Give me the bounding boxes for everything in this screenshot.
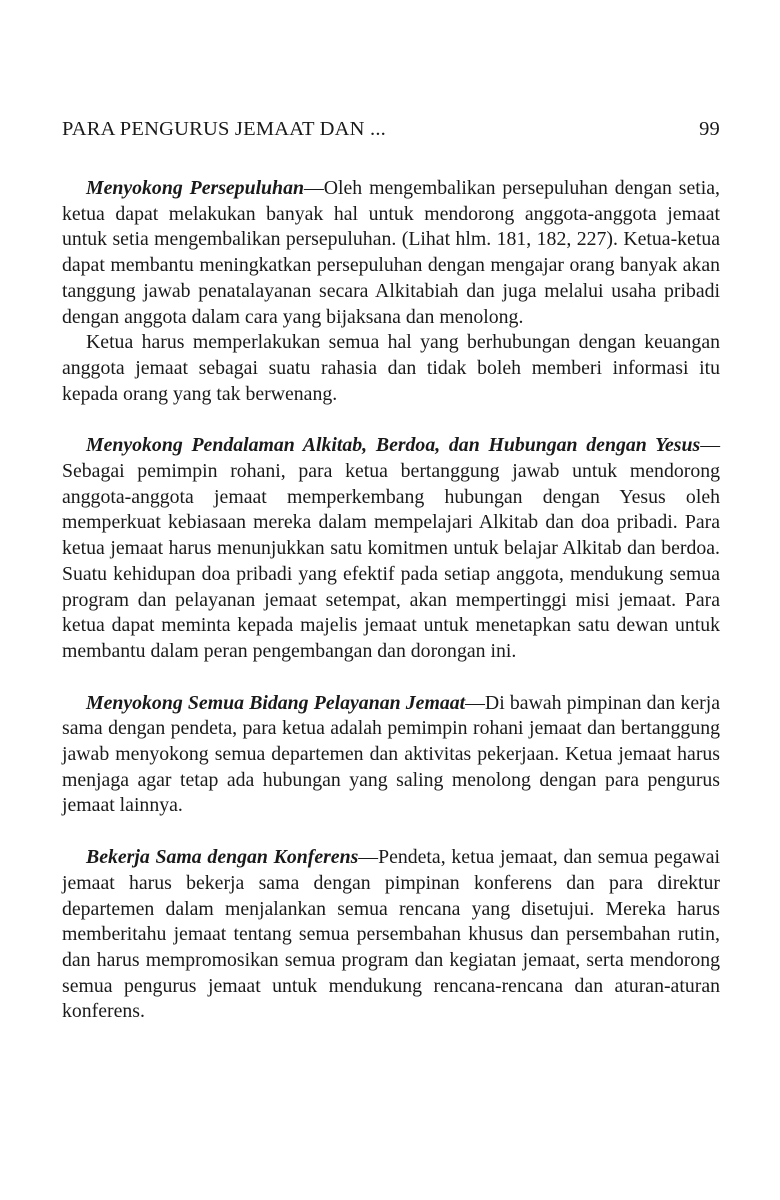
book-page: [62, 0, 720, 1200]
section-heading: Menyokong Semua Bidang Pelayanan Jemaat: [86, 691, 466, 714]
section-heading: Menyokong Pendalaman Alkitab, Berdoa, dan Hubungan dengan Yesus: [86, 434, 701, 457]
paragraph: [62, 845, 720, 1025]
section-heading: Bekerja Sama dengan Konferens: [86, 846, 359, 869]
paragraph-text: —Oleh mengembalikan persepuluhan dengan setia, ketua dapat melakukan banyak hal untuk mendorong anggota-anggota jemaat untuk setia mengembalikan persepuluhan. (Lihat hlm. 181, 182, 227). Ketua-ketua dapat membantu meningkatkan persepuluhan dengan mengajar orang banyak akan tanggung jawab penatalayanan secara Alkitabiah dan juga melalui usaha pribadi dengan anggota dalam cara yang bijaksana dan menolong.: [62, 177, 721, 328]
paragraph-text: —Di bawah pimpinan dan kerja sama dengan pendeta, para ketua adalah pemimpin rohani jemaat dan bertanggung jawab menyokong semua departemen dan aktivitas pekerjaan. Ketua jemaat harus menjaga agar tetap ada hubungan yang saling menolong dengan para pengurus jemaat lainnya.: [62, 691, 720, 817]
paragraph: [62, 433, 720, 664]
section-tithe: [62, 176, 720, 407]
paragraph-text: —Sebagai pemimpin rohani, para ketua bertanggung jawab untuk mendorong anggota-anggota jemaat memperkembang hubungan dengan Yesus oleh memperkuat kebiasaan mereka dalam mempelajari Alkitab dan doa pribadi. Para ketua jemaat harus menunjukkan satu komitmen untuk belajar Alkitab dan berdoa. Suatu kehidupan doa pribadi yang efektif pada setiap anggota, mendukung semua program dan pelayanan jemaat setempat, akan mempertinggi misi jemaat. Para ketua dapat meminta kepada majelis jemaat untuk menetapkan satu dewan untuk membantu dalam peran pengembangan dan dorongan ini.: [62, 434, 720, 662]
paragraph-text: —Pendeta, ketua jemaat, dan semua pegawai jemaat harus bekerja sama dengan pimpinan konferens dan para direktur departemen dalam menjalankan semua rencana yang disetujui. Mereka harus memberitahu jemaat tentang semua persembahan khusus dan persembahan rutin, dan harus mempromosikan semua program dan kegiatan jemaat, serta mendorong semua pengurus jemaat untuk mendukung rencana-rencana dan aturan-aturan konferens.: [62, 846, 720, 1023]
paragraph: [62, 176, 720, 330]
section-church-ministries: [62, 691, 720, 820]
section-conference: [62, 845, 720, 1025]
running-header: [62, 116, 720, 142]
paragraph: [62, 330, 720, 407]
section-bible-study-prayer: [62, 433, 720, 664]
page-number: 99: [699, 118, 720, 140]
chapter-title: PARA PENGURUS JEMAAT DAN ...: [62, 118, 386, 140]
body-text: [62, 176, 720, 1051]
paragraph: [62, 691, 720, 820]
section-heading: Menyokong Persepuluhan: [86, 177, 304, 199]
paragraph-text: Ketua harus memperlakukan semua hal yang berhubungan dengan keuangan anggota jemaat sebagai suatu rahasia dan tidak boleh memberi informasi itu kepada orang yang tak berwenang.: [62, 331, 720, 405]
